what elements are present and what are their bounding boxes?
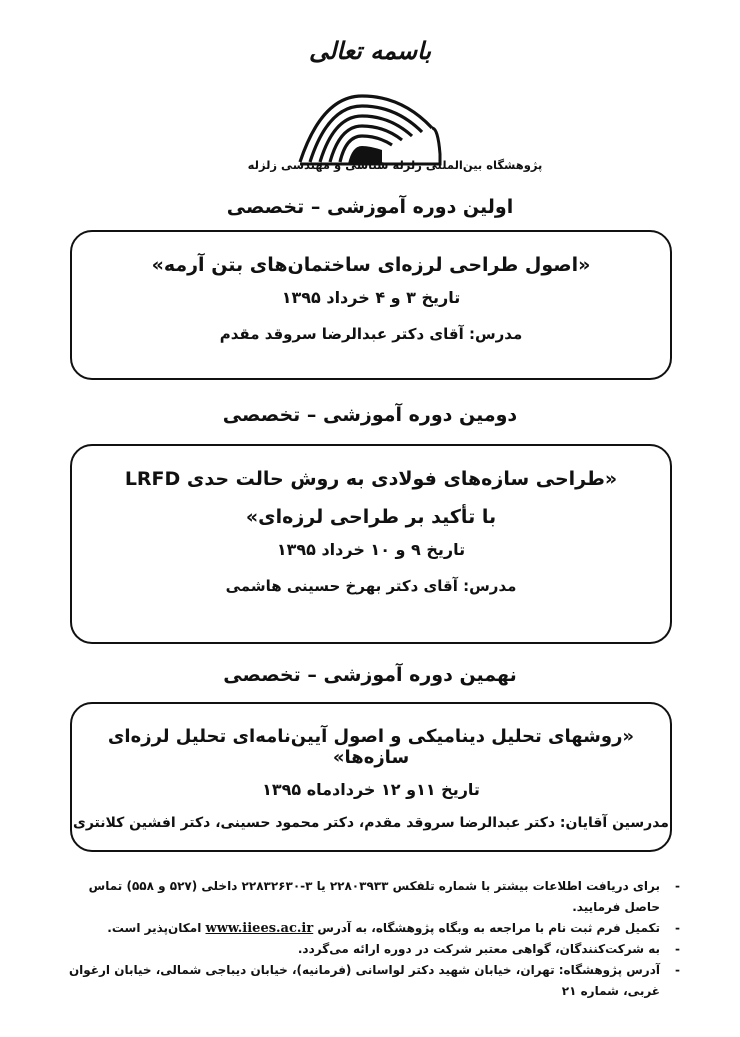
course-2-instructor: مدرس: آقای دکتر بهرخ حسینی هاشمی xyxy=(225,577,517,595)
institute-name: پژوهشگاه بین‌المللی زلزله شناسی و مهندسی زلزله xyxy=(247,158,543,172)
course-1-box xyxy=(70,230,672,380)
course-2-title-line-2: با تأکید بر طراحی لرزه‌ای» xyxy=(245,506,497,528)
note-text: به شرکت‌کنندگان، گواهی معتبر شرکت در دوره ارائه می‌گردد. xyxy=(297,942,660,956)
course-3-title: «روشهای تحلیل دینامیکی و اصول آیین‌نامه‌ای تحلیل لرزه‌ای سازه‌ها» xyxy=(107,726,635,768)
note-dash: - xyxy=(675,963,680,977)
note-item xyxy=(60,939,680,960)
note-dash: - xyxy=(675,942,680,956)
notes-list xyxy=(60,876,680,1002)
note-text: برای دریافت اطلاعات بیشتر با شماره تلفکس ۲۲۸۰۳۹۳۳ یا ۳-۲۲۸۳۲۶۳۰ داخلی (۵۲۷ و ۵۵۸) تماس حاصل فرمایید. xyxy=(88,879,660,914)
note-text: امکان‌پذیر است. xyxy=(107,921,206,935)
note-text: آدرس پژوهشگاه: تهران، خیابان شهید دکتر لواسانی (فرمانیه)، خیابان دیباجی شمالی، خیابان ارغوان غربی، شماره ۲۱ xyxy=(68,963,660,998)
course-2-date: تاریخ ۹ و ۱۰ خرداد ۱۳۹۵ xyxy=(276,540,466,559)
course-3-heading: نهمین دوره آموزشی – تخصصی xyxy=(223,664,517,686)
note-item xyxy=(60,876,680,918)
course-1-title: «اصول طراحی لرزه‌ای ساختمان‌های بتن آرمه» xyxy=(151,254,591,276)
course-3-date: تاریخ ۱۱و ۱۲ خردادماه ۱۳۹۵ xyxy=(262,780,480,799)
institute-website-link[interactable]: www.iiees.ac.ir xyxy=(205,921,314,936)
course-2-heading: دومین دوره آموزشی – تخصصی xyxy=(222,404,518,426)
bismillah-heading: باسمه تعالی xyxy=(308,36,432,65)
course-2-title-line-1: «طراحی سازه‌های فولادی به روش حالت حدی LRFD xyxy=(124,468,618,490)
note-dash: - xyxy=(675,921,680,935)
course-3-box xyxy=(70,702,672,852)
institute-logo-icon xyxy=(282,88,442,166)
note-item xyxy=(60,918,680,939)
course-1-heading: اولین دوره آموزشی – تخصصی xyxy=(226,196,514,218)
course-2-box xyxy=(70,444,672,644)
course-1-date: تاریخ ۳ و ۴ خرداد ۱۳۹۵ xyxy=(281,288,461,307)
note-dash: - xyxy=(675,879,680,893)
note-text: تکمیل فرم ثبت نام با مراجعه به وبگاه پژوهشگاه، به آدرس xyxy=(313,921,660,935)
note-item xyxy=(60,960,680,1002)
course-1-instructor: مدرس: آقای دکتر عبدالرضا سروقد مقدم xyxy=(219,325,523,343)
course-3-instructor: مدرسین آقایان: دکتر عبدالرضا سروقد مقدم، دکتر محمود حسینی، دکتر افشین کلانتری xyxy=(73,815,669,831)
